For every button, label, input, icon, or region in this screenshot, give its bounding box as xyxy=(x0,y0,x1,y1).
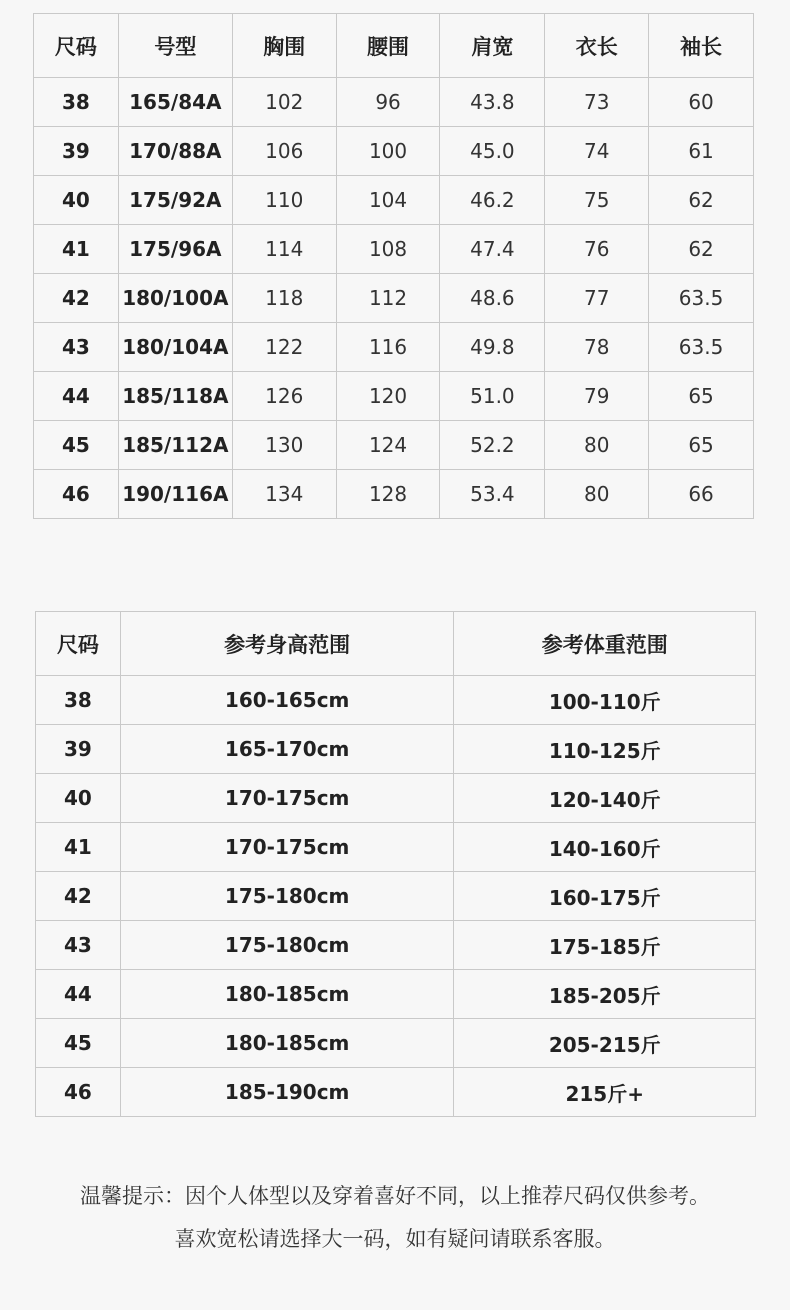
chest-cell: 126 xyxy=(232,372,336,421)
body-type-cell: 170/88A xyxy=(118,127,232,176)
size-cell: 45 xyxy=(34,421,119,470)
shoulder-cell: 47.4 xyxy=(440,225,545,274)
waist-cell: 112 xyxy=(336,274,440,323)
size-cell: 46 xyxy=(36,1068,121,1117)
sleeve-cell: 61 xyxy=(649,127,754,176)
body-type-cell: 180/104A xyxy=(118,323,232,372)
table-row xyxy=(34,372,754,421)
header-waist: 腰围 xyxy=(336,14,440,78)
height-range-cell: 185-190cm xyxy=(120,1068,454,1117)
table-row xyxy=(34,176,754,225)
size-cell: 46 xyxy=(34,470,119,519)
waist-cell: 124 xyxy=(336,421,440,470)
shoulder-cell: 45.0 xyxy=(440,127,545,176)
shoulder-cell: 43.8 xyxy=(440,78,545,127)
weight-range-cell: 100-110斤 xyxy=(454,676,756,725)
table-row xyxy=(34,470,754,519)
length-cell: 76 xyxy=(545,225,649,274)
size-cell: 40 xyxy=(36,774,121,823)
chest-cell: 110 xyxy=(232,176,336,225)
table-row xyxy=(34,127,754,176)
waist-cell: 116 xyxy=(336,323,440,372)
header-shoulder: 肩宽 xyxy=(440,14,545,78)
length-cell: 75 xyxy=(545,176,649,225)
table-row xyxy=(36,970,756,1019)
body-type-cell: 180/100A xyxy=(118,274,232,323)
waist-cell: 120 xyxy=(336,372,440,421)
chest-cell: 114 xyxy=(232,225,336,274)
height-range-cell: 180-185cm xyxy=(120,970,454,1019)
length-cell: 79 xyxy=(545,372,649,421)
body-type-cell: 185/118A xyxy=(118,372,232,421)
shoulder-cell: 51.0 xyxy=(440,372,545,421)
shoulder-cell: 48.6 xyxy=(440,274,545,323)
sleeve-cell: 60 xyxy=(649,78,754,127)
size-cell: 39 xyxy=(34,127,119,176)
length-cell: 77 xyxy=(545,274,649,323)
size-cell: 42 xyxy=(36,872,121,921)
chest-cell: 118 xyxy=(232,274,336,323)
sleeve-cell: 62 xyxy=(649,225,754,274)
size-cell: 38 xyxy=(36,676,121,725)
size-cell: 43 xyxy=(34,323,119,372)
size-cell: 41 xyxy=(34,225,119,274)
table-row xyxy=(34,274,754,323)
table-row xyxy=(34,78,754,127)
sleeve-cell: 66 xyxy=(649,470,754,519)
size-cell: 44 xyxy=(36,970,121,1019)
waist-cell: 108 xyxy=(336,225,440,274)
table-row xyxy=(36,1068,756,1117)
header-length: 衣长 xyxy=(545,14,649,78)
shoulder-cell: 52.2 xyxy=(440,421,545,470)
table-row xyxy=(36,872,756,921)
chest-cell: 106 xyxy=(232,127,336,176)
height-range-cell: 170-175cm xyxy=(120,823,454,872)
body-type-cell: 165/84A xyxy=(118,78,232,127)
header-chest: 胸围 xyxy=(232,14,336,78)
weight-range-cell: 175-185斤 xyxy=(454,921,756,970)
size-cell: 41 xyxy=(36,823,121,872)
header-sleeve: 袖长 xyxy=(649,14,754,78)
size-cell: 44 xyxy=(34,372,119,421)
size-cell: 40 xyxy=(34,176,119,225)
waist-cell: 96 xyxy=(336,78,440,127)
table-row xyxy=(36,725,756,774)
shoulder-cell: 46.2 xyxy=(440,176,545,225)
weight-range-cell: 110-125斤 xyxy=(454,725,756,774)
shoulder-cell: 49.8 xyxy=(440,323,545,372)
size-cell: 38 xyxy=(34,78,119,127)
reference-table-header-row xyxy=(36,612,756,676)
header-weight-range: 参考体重范围 xyxy=(454,612,756,676)
size-cell: 39 xyxy=(36,725,121,774)
chest-cell: 134 xyxy=(232,470,336,519)
waist-cell: 128 xyxy=(336,470,440,519)
chest-cell: 102 xyxy=(232,78,336,127)
weight-range-cell: 160-175斤 xyxy=(454,872,756,921)
size-cell: 43 xyxy=(36,921,121,970)
header-body-type: 号型 xyxy=(118,14,232,78)
shoulder-cell: 53.4 xyxy=(440,470,545,519)
size-table-header-row xyxy=(34,14,754,78)
body-type-cell: 175/96A xyxy=(118,225,232,274)
table-row xyxy=(36,774,756,823)
chest-cell: 122 xyxy=(232,323,336,372)
table-row xyxy=(36,823,756,872)
sleeve-cell: 63.5 xyxy=(649,323,754,372)
sleeve-cell: 62 xyxy=(649,176,754,225)
sleeve-cell: 63.5 xyxy=(649,274,754,323)
weight-range-cell: 215斤+ xyxy=(454,1068,756,1117)
waist-cell: 104 xyxy=(336,176,440,225)
sleeve-cell: 65 xyxy=(649,372,754,421)
table-row xyxy=(36,1019,756,1068)
body-type-cell: 175/92A xyxy=(118,176,232,225)
length-cell: 78 xyxy=(545,323,649,372)
chest-cell: 130 xyxy=(232,421,336,470)
sleeve-cell: 65 xyxy=(649,421,754,470)
weight-range-cell: 205-215斤 xyxy=(454,1019,756,1068)
weight-range-cell: 120-140斤 xyxy=(454,774,756,823)
weight-range-cell: 185-205斤 xyxy=(454,970,756,1019)
size-cell: 42 xyxy=(34,274,119,323)
waist-cell: 100 xyxy=(336,127,440,176)
length-cell: 73 xyxy=(545,78,649,127)
length-cell: 74 xyxy=(545,127,649,176)
weight-range-cell: 140-160斤 xyxy=(454,823,756,872)
height-weight-reference-table xyxy=(35,611,756,1117)
table-row xyxy=(36,921,756,970)
length-cell: 80 xyxy=(545,470,649,519)
height-range-cell: 175-180cm xyxy=(120,872,454,921)
tip-line-2: 喜欢宽松请选择大一码，如有疑问请联系客服。 xyxy=(174,1227,616,1251)
height-range-cell: 165-170cm xyxy=(120,725,454,774)
tip-line-1: 温馨提示：因个人体型以及穿着喜好不同，以上推荐尺码仅供参考。 xyxy=(80,1184,710,1208)
table-row xyxy=(34,323,754,372)
size-measurement-table xyxy=(33,13,754,519)
height-range-cell: 160-165cm xyxy=(120,676,454,725)
header-size: 尺码 xyxy=(34,14,119,78)
table-row xyxy=(36,676,756,725)
body-type-cell: 190/116A xyxy=(118,470,232,519)
header-height-range: 参考身高范围 xyxy=(120,612,454,676)
height-range-cell: 170-175cm xyxy=(120,774,454,823)
header-size: 尺码 xyxy=(36,612,121,676)
table-row xyxy=(34,421,754,470)
height-range-cell: 175-180cm xyxy=(120,921,454,970)
size-cell: 45 xyxy=(36,1019,121,1068)
length-cell: 80 xyxy=(545,421,649,470)
table-row xyxy=(34,225,754,274)
body-type-cell: 185/112A xyxy=(118,421,232,470)
height-range-cell: 180-185cm xyxy=(120,1019,454,1068)
